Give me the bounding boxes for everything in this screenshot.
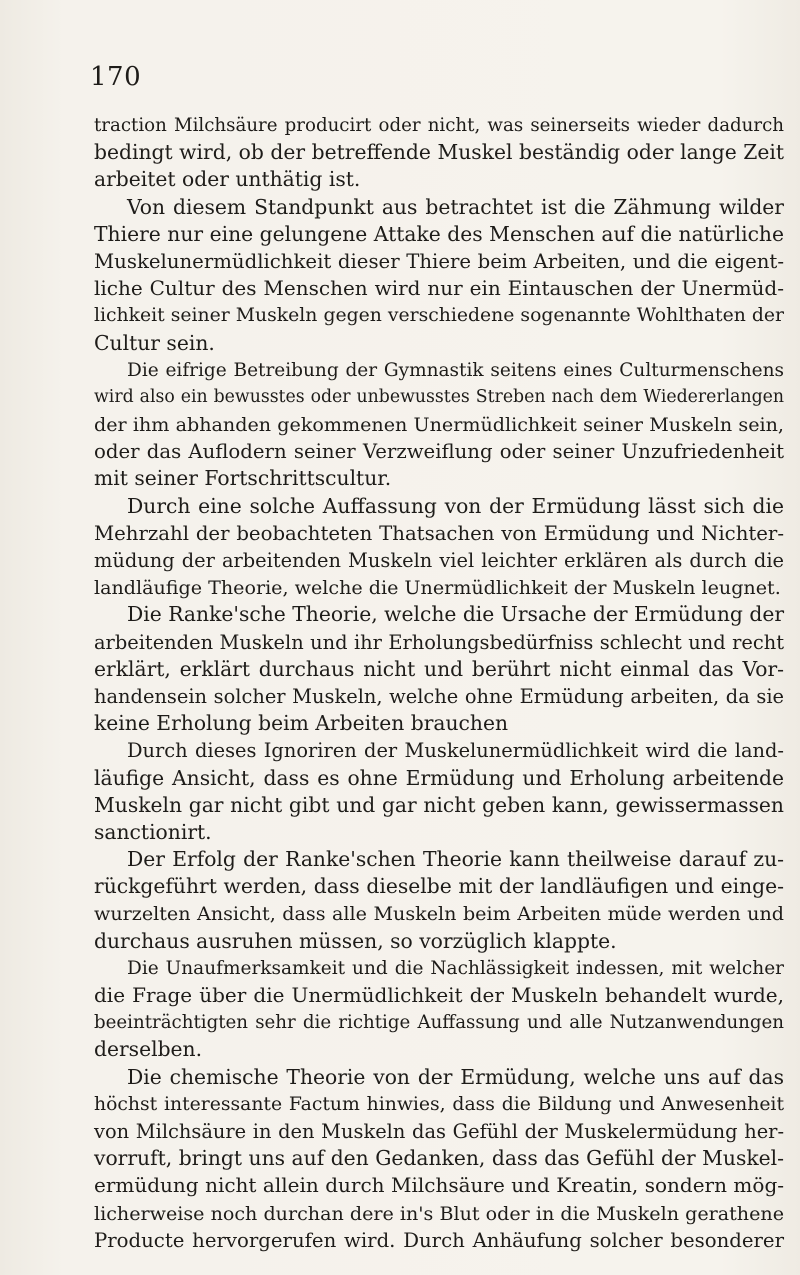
text-line: ermüdung nicht allein durch Milchsäure und Kreatin, sondern mög- [94, 1173, 784, 1198]
text-line: Von diesem Standpunkt aus betrachtet ist die Zähmung wilder [127, 194, 784, 219]
text-line: lichkeit seiner Muskeln gegen verschiedene sogenannte Wohlthaten der [94, 305, 784, 327]
text-line: arbeitet oder unthätig ist. [94, 167, 361, 192]
text-line: handensein solcher Muskeln, welche ohne Ermüdung arbeiten, da sie [94, 684, 784, 708]
text-line: Mehrzahl der beobachteten Thatsachen von Ermüdung und Nichter- [94, 521, 784, 545]
text-line: Muskeln gar nicht gibt und gar nicht geben kann, gewissermassen [94, 792, 784, 817]
text-line: höchst interessante Factum hinwies, dass die Bildung und Anwesenheit [94, 1093, 784, 1115]
text-line: erklärt, erklärt durchaus nicht und berührt nicht einmal das Vor- [94, 656, 784, 681]
text-line: Der Erfolg der Ranke'schen Theorie kann theilweise darauf zu- [127, 847, 784, 872]
text-line: von Milchsäure in den Muskeln das Gefühl der Muskelermüdung her- [94, 1119, 784, 1143]
text-line: vorruft, bringt uns auf den Gedanken, dass das Gefühl der Muskel- [94, 1146, 784, 1171]
text-line: bedingt wird, ob der betreffende Muskel beständig oder lange Zeit [94, 140, 784, 165]
text-line: arbeitenden Muskeln und ihr Erholungsbedürfniss schlecht und recht [94, 630, 784, 654]
text-line: müdung der arbeitenden Muskeln viel leichter erklären als durch die [94, 549, 784, 572]
text-line: wird also ein bewusstes oder unbewusstes Streben nach dem Wiedererlangen [94, 386, 784, 407]
text-line: Thiere nur eine gelungene Attake des Menschen auf die natürliche [94, 221, 784, 246]
text-line: keine Erholung beim Arbeiten brauchen [94, 711, 509, 736]
text-line: Die chemische Theorie von der Ermüdung, welche uns auf das [127, 1064, 784, 1089]
text-line: landläufige Theorie, welche die Unermüdlichkeit der Muskeln leugnet. [94, 576, 781, 600]
text-line: Producte hervorgerufen wird. Durch Anhäufung solcher besonderer [94, 1228, 784, 1252]
text-line: traction Milchsäure producirt oder nicht, was seinerseits wieder dadurch [94, 115, 784, 136]
text-line: licherweise noch durchan dere in's Blut oder in die Muskeln gerathene [94, 1201, 784, 1225]
text-line: läufige Ansicht, dass es ohne Ermüdung und Erholung arbeitende [94, 765, 784, 790]
text-line: oder das Auflodern seiner Verzweiflung oder seiner Unzufriedenheit [94, 440, 784, 464]
text-line: Muskelunermüdlichkeit dieser Thiere beim Arbeiten, und die eigent- [94, 249, 784, 273]
text-line: derselben. [94, 1037, 203, 1062]
text-line: der ihm abhanden gekommenen Unermüdlichkeit seiner Muskeln sein, [94, 413, 784, 437]
text-line: durchaus ausruhen müssen, so vorzüglich klappte. [94, 928, 617, 953]
text-line: Die eifrige Betreibung der Gymnastik seitens eines Culturmenschens [127, 359, 784, 381]
text-line: beeinträchtigten sehr die richtige Auffassung und alle Nutzanwendungen [94, 1012, 784, 1034]
text-line: Durch dieses Ignoriren der Muskelunermüdlichkeit wird die land- [127, 739, 784, 763]
body-text [94, 112, 784, 1254]
text-line: Die Ranke'sche Theorie, welche die Ursache der Ermüdung der [127, 602, 785, 627]
text-line: Durch eine solche Auffassung von der Ermüdung lässt sich die [127, 493, 784, 518]
text-line: liche Cultur des Menschen wird nur ein Eintauschen der Unermüd- [94, 276, 784, 301]
page-number: 170 [90, 62, 142, 92]
text-line: sanctionirt. [94, 819, 212, 844]
text-line: mit seiner Fortschrittscultur. [94, 466, 392, 491]
text-line: Die Unaufmerksamkeit und die Nachlässigkeit indessen, mit welcher [127, 957, 784, 979]
text-line: die Frage über die Unermüdlichkeit der Muskeln behandelt wurde, [94, 983, 784, 1007]
text-line: wurzelten Ansicht, dass alle Muskeln beim Arbeiten müde werden und [94, 902, 784, 926]
text-line: Cultur sein. [94, 330, 215, 355]
text-line: rückgeführt werden, dass dieselbe mit der landläufigen und einge- [94, 874, 784, 899]
